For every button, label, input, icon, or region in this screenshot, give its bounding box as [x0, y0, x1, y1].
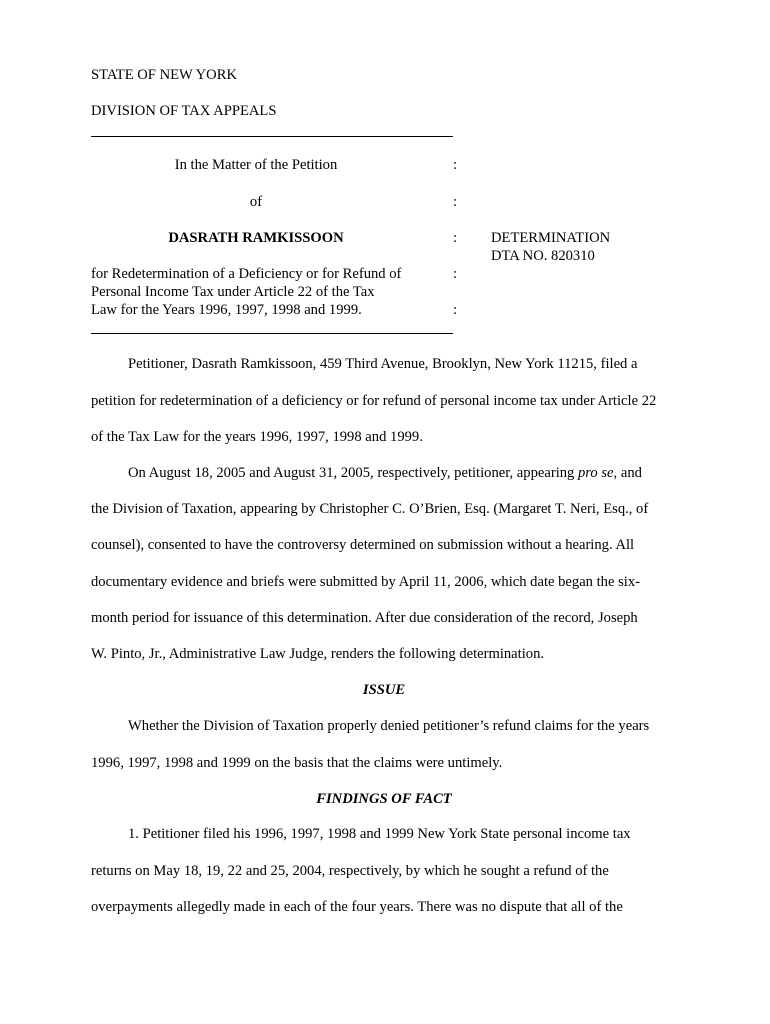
paragraph-2-line-1-text-a: On August 18, 2005 and August 31, 2005, respectively, petitioner, appearing [128, 465, 578, 481]
caption-desc-line-1: for Redetermination of a Deficiency or for Refund of [91, 266, 402, 282]
caption-colon-1: : [453, 157, 458, 173]
issue-line-1: Whether the Division of Taxation properly denied petitioner’s refund claims for the years [128, 718, 650, 734]
paragraph-2-line-1 [91, 465, 714, 482]
dta-number: DTA NO. 820310 [491, 248, 595, 264]
finding-1-line-2: returns on May 18, 19, 22 and 25, 2004, respectively, by which he sought a refund of the [91, 863, 609, 879]
state-header: STATE OF NEW YORK [91, 67, 237, 83]
caption-colon-5: : [453, 302, 458, 318]
caption-colon-4: : [453, 266, 458, 282]
pro-se-emphasis: pro se [578, 465, 614, 481]
findings-heading: FINDINGS OF FACT [316, 791, 452, 807]
caption-desc-line-2: Personal Income Tax under Article 22 of the Tax [91, 284, 375, 300]
caption-desc-line-3: Law for the Years 1996, 1997, 1998 and 1999. [91, 302, 362, 318]
paragraph-1-line-2: petition for redetermination of a deficiency or for refund of personal income tax under Article 22 [91, 393, 657, 409]
caption-colon-3: : [453, 230, 458, 246]
caption-top-rule [91, 136, 453, 137]
paragraph-2-line-4: documentary evidence and briefs were submitted by April 11, 2006, which date began the six- [91, 574, 640, 590]
paragraph-2-line-6: W. Pinto, Jr., Administrative Law Judge, renders the following determination. [91, 646, 545, 662]
petitioner-name: DASRATH RAMKISSOON [168, 230, 344, 246]
paragraph-2-line-3: counsel), consented to have the controversy determined on submission without a hearing. All [91, 537, 635, 553]
paragraph-1-line-1: Petitioner, Dasrath Ramkissoon, 459 Third Avenue, Brooklyn, New York 11215, filed a [128, 356, 638, 372]
paragraph-2-line-1-text-b: , and [613, 465, 642, 481]
caption-bottom-rule [91, 333, 453, 334]
caption-matter: In the Matter of the Petition [174, 157, 338, 173]
paragraph-2-line-2: the Division of Taxation, appearing by Christopher C. O’Brien, Esq. (Margaret T. Neri, Esq., of [91, 501, 649, 517]
determination-label: DETERMINATION [491, 230, 611, 246]
issue-line-2: 1996, 1997, 1998 and 1999 on the basis that the claims were untimely. [91, 755, 503, 771]
paragraph-2-line-5: month period for issuance of this determination. After due consideration of the record, Joseph [91, 610, 638, 626]
finding-1-line-3: overpayments allegedly made in each of the four years. There was no dispute that all of the [91, 899, 623, 915]
caption-colon-2: : [453, 194, 458, 210]
caption-of: of [249, 194, 263, 210]
finding-1-line-1: 1. Petitioner filed his 1996, 1997, 1998 and 1999 New York State personal income tax [128, 826, 631, 842]
division-header: DIVISION OF TAX APPEALS [91, 103, 277, 119]
issue-heading: ISSUE [362, 682, 406, 698]
paragraph-1-line-3: of the Tax Law for the years 1996, 1997, 1998 and 1999. [91, 429, 423, 445]
